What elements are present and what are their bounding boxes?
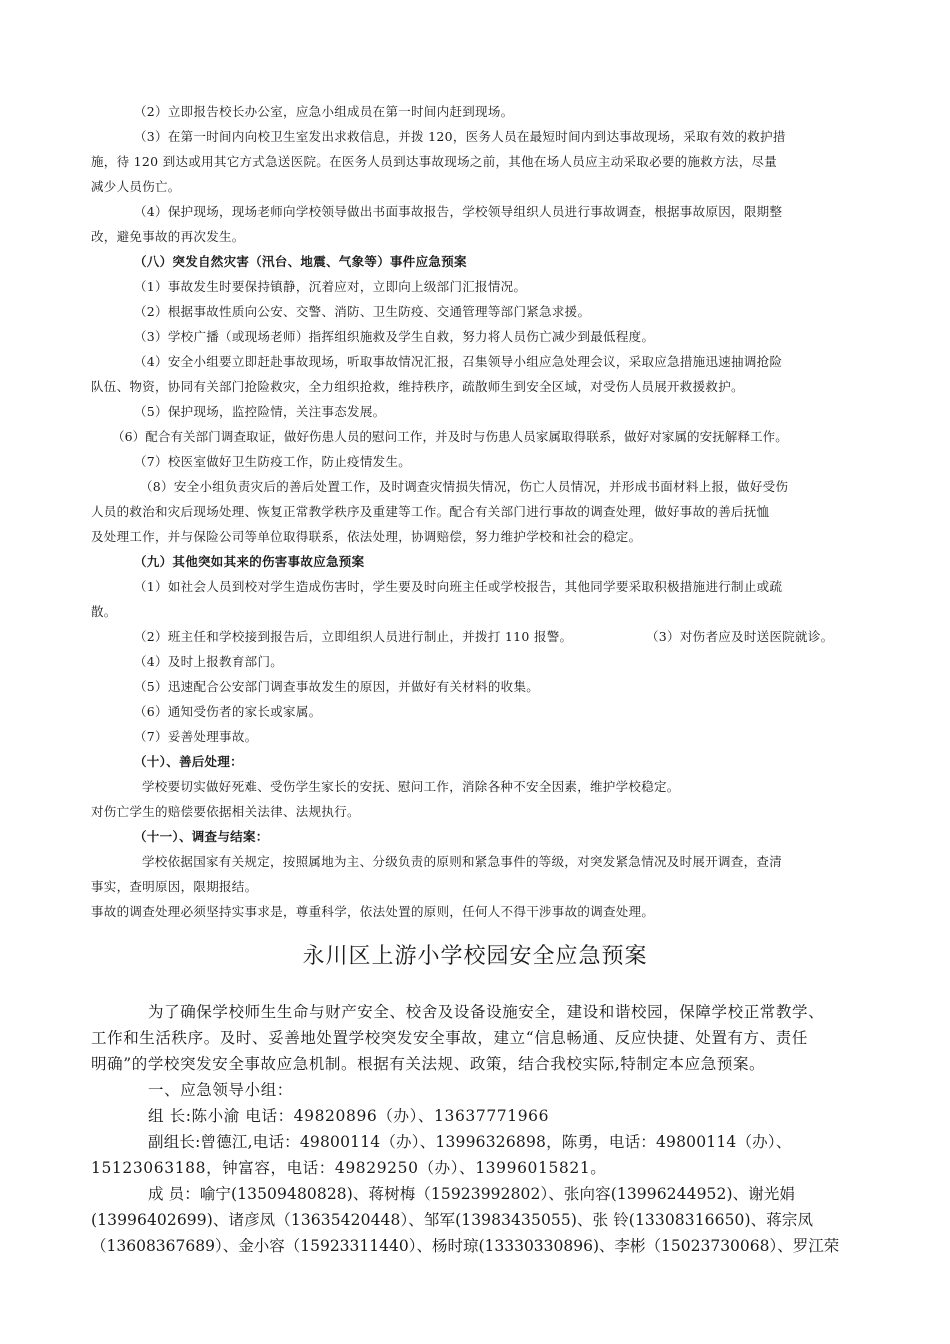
paragraph-line: 学校依据国家有关规定，按照属地为主、分级负责的原则和紧急事件的等级，对突发紧急情况及时展开调查，查清: [142, 854, 783, 869]
paragraph-line: （2）班主任和学校接到报告后，立即组织人员进行制止，并拨打 110 报警。: [134, 629, 573, 644]
section-heading: （九）其他突如其来的伤害事故应急预案: [134, 554, 365, 569]
paragraph-line: 及处理工作，并与保险公司等单位取得联系，依法处理，协调赔偿，努力维护学校和社会的稳定。: [91, 529, 642, 544]
paragraph-line: （7）妥善处理事故。: [134, 729, 258, 744]
paragraph-line: （5）保护现场，监控险情，关注事态发展。: [134, 404, 386, 419]
paragraph-line: （5）迅速配合公安部门调查事故发生的原因，并做好有关材料的收集。: [134, 679, 540, 694]
paragraph-line: （2）立即报告校长办公室，应急小组成员在第一时间内赶到现场。: [134, 104, 514, 119]
paragraph-line: 学校要切实做好死难、受伤学生家长的安抚、慰问工作，消除各种不安全因素，维护学校稳定。: [142, 779, 680, 794]
members-line: (13996402699)、诸彦凤（13635420448）、邹军(13983435055)、张 铃(13308316650)、蒋宗凤: [91, 1211, 814, 1229]
paragraph-line: （3）在第一时间内向校卫生室发出求救信息，并拨 120，医务人员在最短时间内到达事故现场，采取有效的救护措: [134, 129, 786, 144]
section-heading: （十一）、调查与结案：: [134, 829, 269, 844]
paragraph-line: 事故的调查处理必须坚持实事求是，尊重科学，依法处置的原则，任何人不得干涉事故的调查处理。: [91, 904, 655, 919]
paragraph-line: 散。: [91, 604, 117, 619]
paragraph-line: （4）保护现场，现场老师向学校领导做出书面事故报告，学校领导组织人员进行事故调查，根据事故原因，限期整: [134, 204, 783, 219]
deputy-line: 副组长:曾德江,电话：49800114（办）、13996326898，陈勇，电话：49800114（办）、: [148, 1133, 792, 1151]
paragraph-line: 为了确保学校师生生命与财产安全、校舍及设备设施安全，建设和谐校园，保障学校正常教学、: [148, 1003, 825, 1021]
paragraph-line: 减少人员伤亡。: [91, 179, 181, 194]
members-line: （13608367689）、金小容（15923311440）、杨时琼(13330330896)、李彬（15023730068）、罗江荣: [91, 1237, 840, 1255]
paragraph-line: 改，避免事故的再次发生。: [91, 229, 245, 244]
deputy-line: 15123063188，钟富容，电话：49829250（办）、13996015821。: [91, 1159, 607, 1177]
paragraph-line: 人员的救治和灾后现场处理、恢复正常教学秩序及重建等工作。配合有关部门进行事故的调查处理，做好事故的善后抚恤: [91, 504, 770, 519]
paragraph-line: 事实，查明原因，限期报结。: [91, 879, 258, 894]
paragraph-line: （1）如社会人员到校对学生造成伤害时，学生要及时向班主任或学校报告，其他同学要采取积极措施进行制止或疏: [134, 579, 783, 594]
subsection-heading: 一、应急领导小组：: [148, 1081, 293, 1099]
paragraph-line: （1）事故发生时要保持镇静，沉着应对，立即向上级部门汇报情况。: [134, 279, 527, 294]
paragraph-line: 明确”的学校突发安全事故应急机制。根据有关法规、政策，结合我校实际,特制定本应急预案。: [91, 1055, 766, 1073]
paragraph-line: 工作和生活秩序。及时、妥善地处置学校突发安全事故，建立“信息畅通、反应快捷、处置有方、责任: [91, 1029, 808, 1047]
paragraph-line: （6）通知受伤者的家长或家属。: [134, 704, 322, 719]
paragraph-line: （8）安全小组负责灾后的善后处置工作，及时调查灾情损失情况，伤亡人员情况，并形成书面材料上报，做好受伤: [140, 479, 789, 494]
paragraph-line: 施，待 120 到达或用其它方式急送医院。在医务人员到达事故现场之前，其他在场人员应主动采取必要的施救方法，尽量: [91, 154, 778, 169]
leader-line: 组 长:陈小渝 电话：49820896（办）、13637771966: [148, 1107, 550, 1125]
document-title: 永川区上游小学校园安全应急预案: [302, 944, 648, 969]
section-heading: （十）、善后处理：: [134, 754, 243, 769]
paragraph-line: （3）对伤者应及时送医院就诊。: [646, 629, 834, 644]
paragraph-line: （4）安全小组要立即赶赴事故现场，听取事故情况汇报，召集领导小组应急处理会议，采取应急措施迅速抽调抢险: [134, 354, 783, 369]
members-line: 成 员：喻宁(13509480828)、蒋树梅（15923992802）、张向容(13996244952)、谢光娟: [148, 1185, 795, 1203]
paragraph-line: （4）及时上报教育部门。: [134, 654, 284, 669]
paragraph-line: （3）学校广播（或现场老师）指挥组织施救及学生自救，努力将人员伤亡减少到最低程度。: [134, 329, 655, 344]
section-heading: （八）突发自然灾害（汛台、地震、气象等）事件应急预案: [134, 254, 467, 269]
paragraph-line: （2）根据事故性质向公安、交警、消防、卫生防疫、交通管理等部门紧急求援。: [134, 304, 591, 319]
paragraph-line: （7）校医室做好卫生防疫工作，防止疫情发生。: [134, 454, 412, 469]
paragraph-line: 队伍、物资，协同有关部门抢险救灾，全力组织抢救，维持秩序，疏散师生到安全区域，对受伤人员展开救援救护。: [91, 379, 744, 394]
paragraph-line: （6）配合有关部门调查取证，做好伤患人员的慰问工作，并及时与伤患人员家属取得联系，做好对家属的安抚解释工作。: [112, 429, 788, 444]
paragraph-line: 对伤亡学生的赔偿要依据相关法律、法规执行。: [91, 804, 360, 819]
